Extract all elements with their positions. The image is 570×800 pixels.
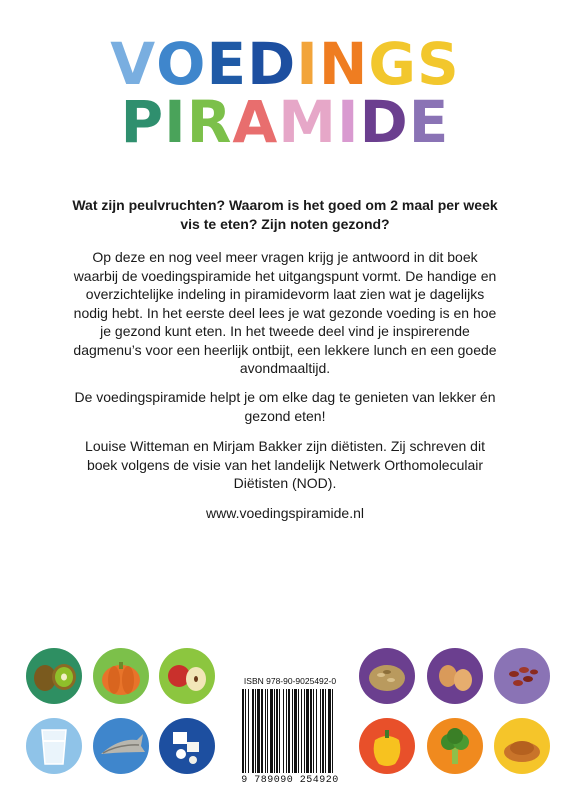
barcode-bar	[320, 689, 321, 773]
title-letter: G	[368, 30, 417, 98]
title-letter: I	[164, 88, 187, 156]
title-piramide	[0, 88, 570, 156]
barcode-bar	[245, 689, 246, 773]
title-letter: S	[416, 30, 460, 98]
barcode-bar	[322, 689, 324, 773]
barcode-bar	[301, 689, 302, 773]
barcode-bar	[313, 689, 314, 773]
barcode-bar	[257, 689, 260, 773]
title-letter: D	[359, 88, 409, 156]
grains-icon	[359, 648, 415, 704]
title-letter: D	[247, 30, 297, 98]
bell-pepper-icon	[359, 718, 415, 774]
eggs-icon	[427, 648, 483, 704]
barcode-bar	[242, 689, 244, 773]
barcode-bar	[332, 689, 333, 773]
lead-question: Wat zijn peulvruchten? Waarom is het goed om 2 maal per week vis te eten? Zijn noten gezond?	[72, 197, 498, 232]
kiwi-icon	[26, 648, 82, 704]
barcode-bar	[298, 689, 299, 773]
title-letter: V	[110, 30, 157, 98]
title-letter: I	[296, 30, 319, 98]
pumpkin-icon	[93, 648, 149, 704]
barcode-digits: 9 789090 254920	[241, 775, 339, 786]
barcode-bar	[310, 689, 312, 773]
barcode-bar	[306, 689, 309, 773]
title-letter: N	[318, 30, 369, 98]
title-letter: E	[408, 88, 450, 156]
barcode-bars	[240, 689, 340, 775]
barcode-bar	[248, 689, 249, 773]
cheese-egg-icon	[159, 718, 215, 774]
barcode-bar	[294, 689, 297, 773]
barcode	[235, 676, 345, 794]
water-glass-icon	[26, 718, 82, 774]
barcode-bar	[274, 689, 275, 773]
barcode-bar	[288, 689, 290, 773]
title-letter: E	[206, 30, 248, 98]
barcode-bar	[328, 689, 331, 773]
title-letter: I	[337, 88, 360, 156]
barcode-bar	[286, 689, 287, 773]
barcode-bar	[316, 689, 317, 773]
title-letter: M	[278, 88, 337, 156]
fish-icon	[93, 718, 149, 774]
barcode-bar	[304, 689, 305, 773]
barcode-bar	[292, 689, 293, 773]
barcode-bar	[261, 689, 263, 773]
barcode-bar	[255, 689, 256, 773]
barcode-bar	[267, 689, 268, 773]
title-letter: A	[232, 88, 279, 156]
authors-paragraph: Louise Witteman en Mirjam Bakker zijn diëtisten. Zij schreven dit boek volgens de visie van het landelijk Netwerk Orthomoleculair Diëtisten (NOD).	[85, 438, 485, 491]
barcode-bar	[270, 689, 273, 773]
title-letter: R	[186, 88, 233, 156]
broccoli-icon	[427, 718, 483, 774]
tagline-paragraph: De voedingspiramide helpt je om elke dag te genieten van lekker én gezond eten!	[74, 389, 496, 424]
title-letter: P	[120, 88, 165, 156]
title-voedings	[0, 30, 570, 98]
isbn-label: ISBN 978-90-9025492-0	[243, 676, 337, 686]
barcode-bar	[276, 689, 278, 773]
barcode-bar	[283, 689, 284, 773]
title-letter: O	[156, 30, 207, 98]
spice-powder-icon	[494, 718, 550, 774]
beans-icon	[494, 648, 550, 704]
description-paragraph: Op deze en nog veel meer vragen krijg je antwoord in dit boek waarbij de voedingspiramide het uitgangspunt vormt. De handige en overzichtelijke indeling in piramidevorm laat zien wat je dagelijks nodig hebt. In het eerste deel lees je wat gezonde voeding is en hoe je gezond kunt eten. In het tweede deel vind je inspirerende dagmenu’s voor een heerlijk ontbijt, een lekkere lunch en een goede avondmaaltijd.	[73, 249, 497, 376]
apple-icon	[159, 648, 215, 704]
barcode-bar	[325, 689, 326, 773]
barcode-bar	[265, 689, 266, 773]
barcode-bar	[279, 689, 280, 773]
barcode-bar	[252, 689, 254, 773]
website-link[interactable]: www.voedingspiramide.nl	[206, 505, 364, 521]
